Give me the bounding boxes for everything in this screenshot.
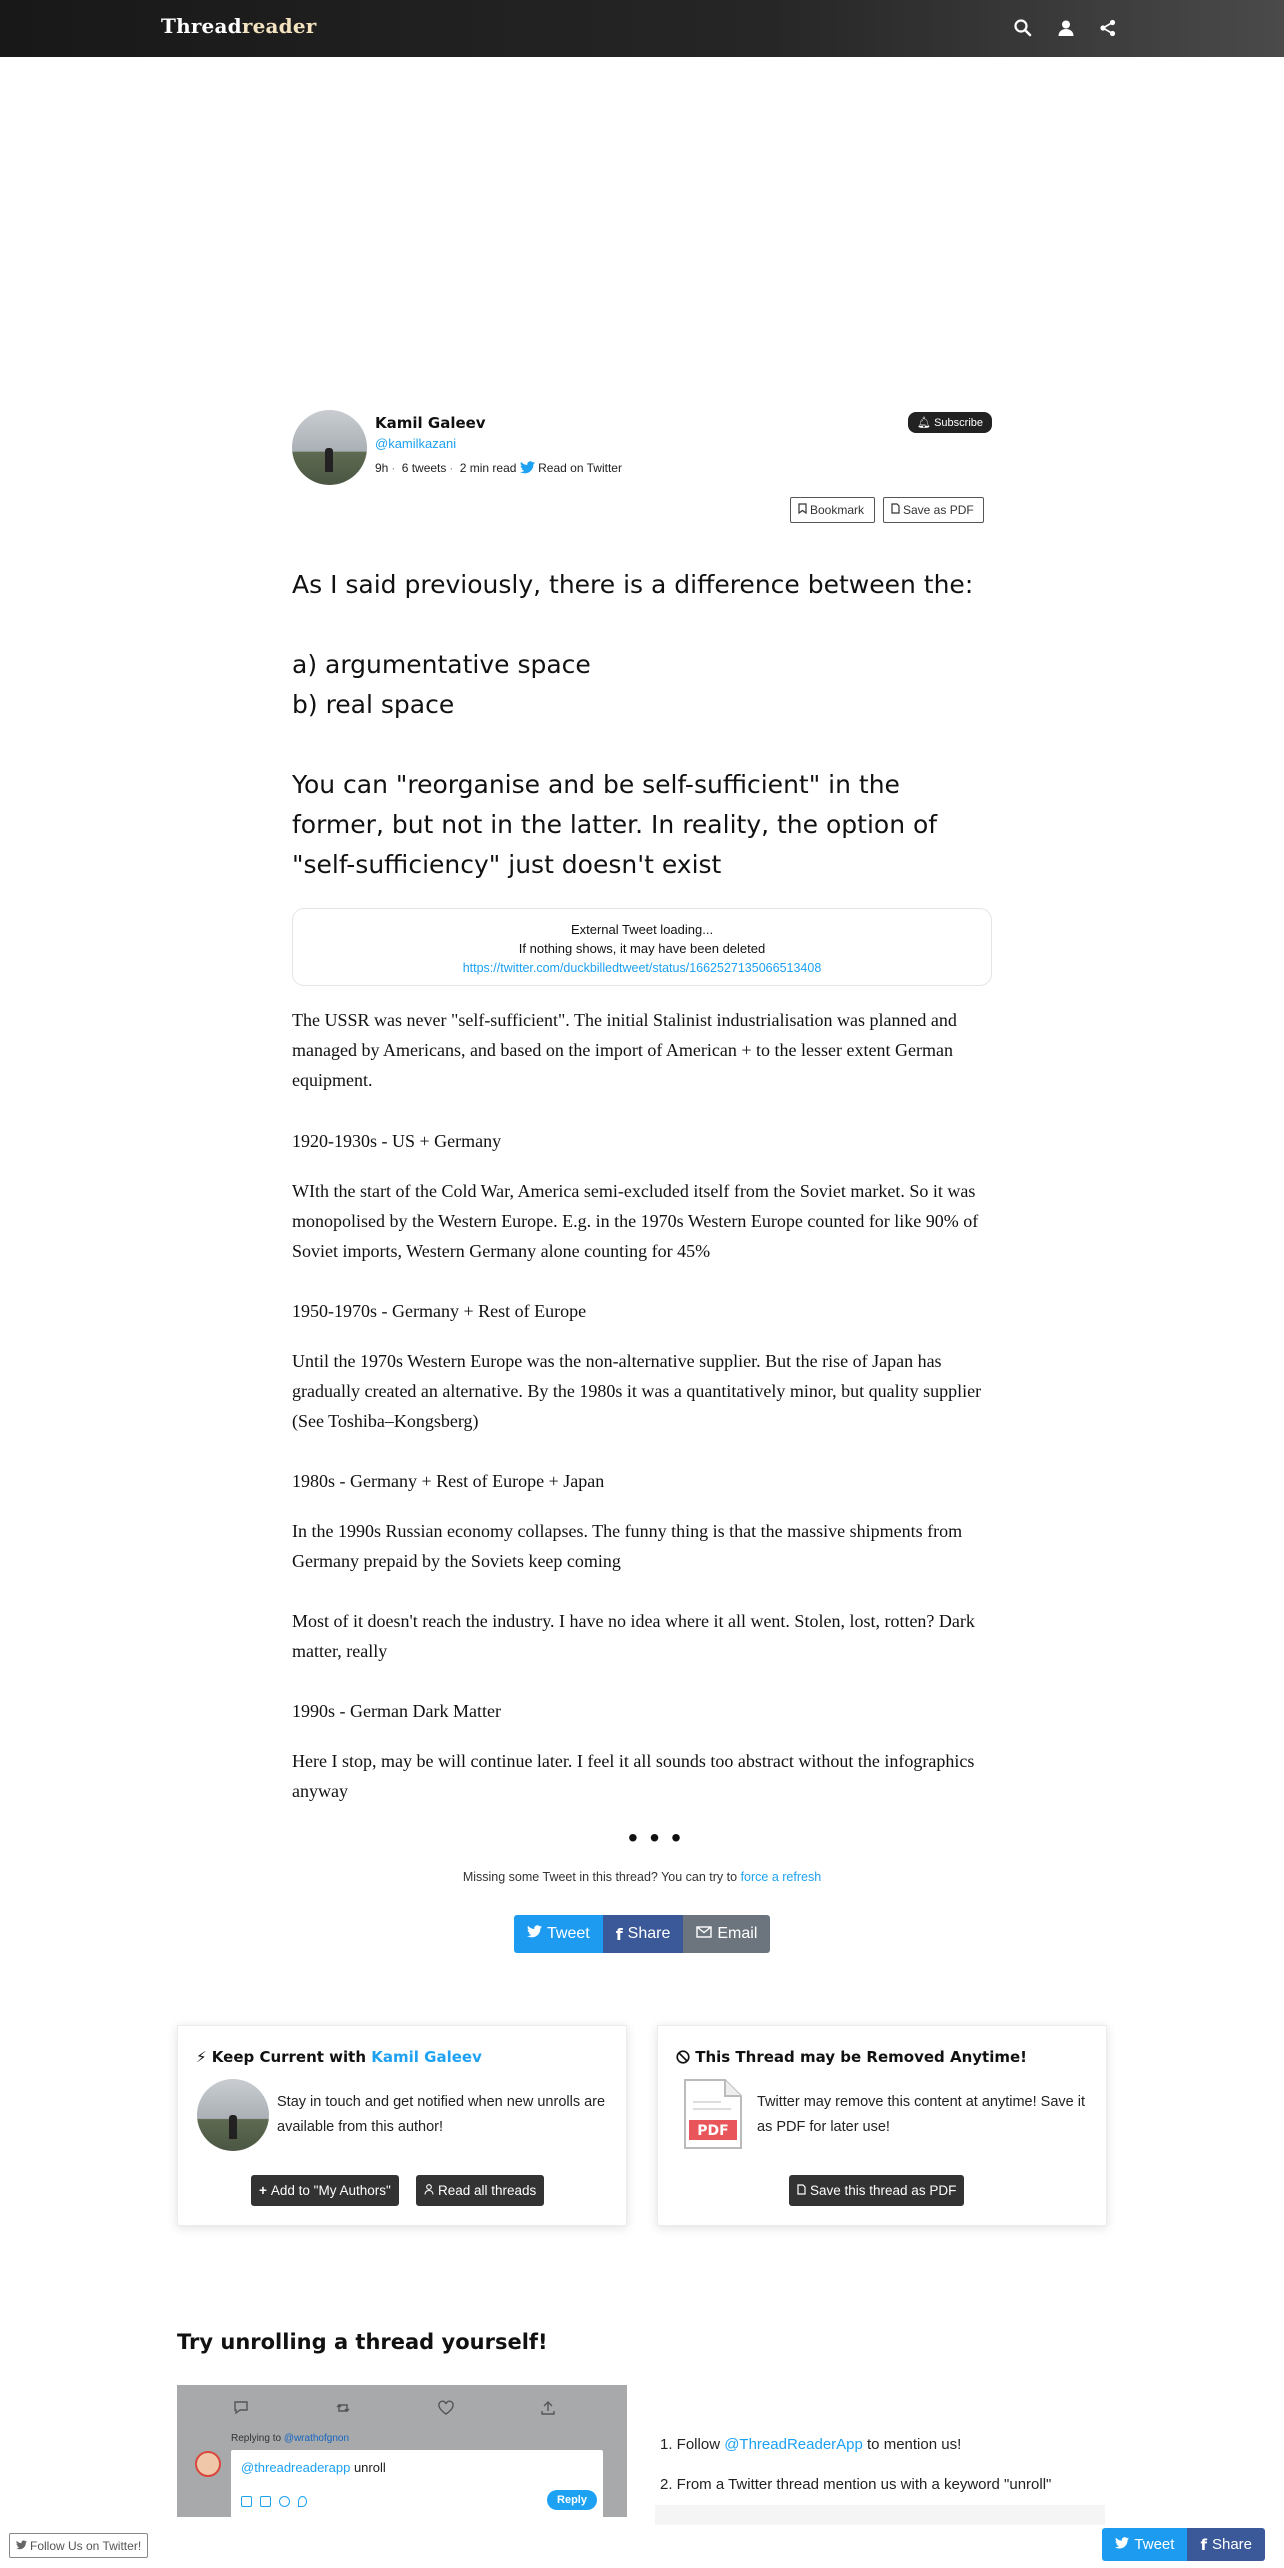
- removal-title-text: This Thread may be Removed Anytime!: [695, 2048, 1028, 2066]
- step-2: 2. From a Twitter thread mention us with a keyword "unroll": [660, 2476, 1052, 2493]
- missing-tweet-notice: [0, 1870, 1284, 1884]
- tweet-paragraph: The USSR was never "self-sufficient". The initial Stalinist industrialisation was planned and managed by Americans, and based on the import of American + to the lesser extent German equipment.: [292, 1010, 957, 1090]
- footer-tweet-button[interactable]: [1102, 2528, 1187, 2561]
- tweet-paragraph: In the 1990s Russian economy collapses. The funny thing is that the massive shipments from Germany prepaid by the Soviets keep coming: [292, 1521, 963, 1571]
- reply-compose-box: [231, 2450, 603, 2517]
- twitter-reply-mockup: [177, 2385, 627, 2517]
- ban-icon: [676, 2048, 690, 2066]
- follow-label: Follow Us on Twitter!: [30, 2538, 142, 2553]
- thread-end-dots: • • •: [628, 1822, 683, 1853]
- save-pdf-button[interactable]: [883, 497, 984, 523]
- plus-icon: +: [259, 2183, 267, 2198]
- twitter-bird-icon: [520, 461, 535, 477]
- share-icon[interactable]: [1098, 18, 1118, 38]
- share-label: Share: [627, 1925, 671, 1942]
- keep-current-prefix: Keep Current with: [211, 2048, 367, 2066]
- save-thread-pdf-button[interactable]: [789, 2175, 964, 2206]
- step-1-prefix: 1. Follow: [660, 2436, 721, 2453]
- removal-title: [676, 2048, 1027, 2066]
- bookmark-icon: [798, 503, 807, 517]
- lead-tweet: As I said previously, there is a difference between the: a) argumentative space b) real space You can "reorganise and be self-sufficient" in the former, but not in the latter. In reality, the option of "self-sufficiency" just doesn't exist: [292, 570, 974, 879]
- embed-deleted-text: If nothing shows, it may have been deleted: [518, 941, 766, 956]
- author-avatar-small: [197, 2079, 269, 2151]
- compose-text: [241, 2460, 386, 2475]
- unroll-steps: [660, 2425, 1051, 2505]
- pdf-badge-text: PDF: [697, 2123, 729, 2139]
- read-on-twitter-link[interactable]: Read on Twitter: [538, 461, 622, 475]
- bookmark-label: Bookmark: [810, 503, 865, 517]
- comment-icon: [232, 2399, 250, 2417]
- author-header: [292, 410, 992, 530]
- embed-loading-text: External Tweet loading...: [570, 922, 714, 937]
- footer-share-buttons: [1102, 2528, 1265, 2561]
- brand-logo[interactable]: [161, 14, 317, 38]
- user-icon[interactable]: [1056, 18, 1076, 38]
- footer-share-button[interactable]: [1187, 2528, 1265, 2561]
- external-tweet-embed: [292, 908, 992, 986]
- step-1: [660, 2425, 1051, 2465]
- file-pdf-icon: [891, 503, 900, 517]
- brand-main: Thread: [161, 14, 242, 38]
- retweet-icon: [334, 2399, 352, 2417]
- emoji-icon: [279, 2496, 290, 2507]
- step-1-suffix: to mention us!: [867, 2436, 962, 2453]
- share-buttons: [514, 1915, 770, 1953]
- twitter-icon: [1115, 2536, 1129, 2553]
- brand-accent: reader: [241, 14, 317, 38]
- embed-link[interactable]: https://twitter.com/duckbilledtweet/status/1662527135066513408: [462, 961, 822, 975]
- search-icon[interactable]: [1013, 18, 1033, 38]
- facebook-icon: f: [1200, 2535, 1207, 2554]
- tweet-paragraph: Most of it doesn't reach the industry. I have no idea where it all went. Stolen, lost, rotten? Dark matter, really: [292, 1611, 975, 1661]
- missing-text: Missing some Tweet in this thread? You can try to: [462, 1870, 738, 1884]
- facebook-icon: f: [615, 1924, 623, 1944]
- author-avatar[interactable]: [292, 410, 367, 485]
- tweet-share-button[interactable]: [514, 1915, 603, 1953]
- bolt-icon: ⚡︎: [196, 2048, 207, 2066]
- removal-warning-card: [657, 2025, 1107, 2226]
- keep-current-author-link[interactable]: Kamil Galeev: [371, 2048, 482, 2066]
- add-to-my-authors-button[interactable]: [251, 2175, 399, 2206]
- read-time: 2 min read: [459, 461, 517, 475]
- removal-text: Twitter may remove this content at anytime! Save it as PDF for later use!: [757, 2094, 1085, 2135]
- threadreaderapp-link[interactable]: @ThreadReaderApp: [724, 2436, 863, 2453]
- upload-icon: [539, 2399, 557, 2417]
- compose-handle: @threadreaderapp: [241, 2460, 351, 2475]
- user-icon: [424, 2183, 434, 2198]
- replying-to-label: Replying to: [231, 2433, 282, 2444]
- save-thread-pdf-label: Save this thread as PDF: [810, 2183, 957, 2198]
- compose-toolbar: [241, 2496, 307, 2507]
- envelope-icon: [696, 1925, 712, 1943]
- email-share-button[interactable]: [683, 1915, 770, 1953]
- keep-current-text: Stay in touch and get notified when new unrolls are available from this author!: [277, 2094, 606, 2135]
- thread-meta: 9h · 6 tweets · 2 min read Read on Twitter: [375, 461, 622, 475]
- read-all-threads-button[interactable]: [416, 2175, 544, 2206]
- tweet-paragraph: Until the 1970s Western Europe was the non-alternative supplier. But the rise of Japan has gradually created an alternative. By the 1980s it was a quantitatively minor, but quality supplier (See Toshiba–Kongsberg): [292, 1351, 982, 1431]
- keep-current-title: [196, 2048, 482, 2066]
- tweet-paragraph: 1990s - German Dark Matter: [292, 1701, 501, 1721]
- footer-tweet-label: Tweet: [1134, 2536, 1175, 2553]
- twitter-icon: [527, 1925, 542, 1943]
- user-avatar: [195, 2451, 221, 2477]
- image-icon: [241, 2496, 252, 2507]
- compose-word: unroll: [353, 2460, 386, 2475]
- add-author-label: Add to "My Authors": [270, 2183, 391, 2198]
- facebook-share-button[interactable]: [603, 1915, 684, 1953]
- tweet-paragraph: Here I stop, may be will continue later. I feel it all sounds too abstract without the infographics anyway: [292, 1751, 975, 1801]
- replying-to: [231, 2433, 349, 2444]
- tweet-paragraph: 1950-1970s - Germany + Rest of Europe: [292, 1301, 587, 1321]
- top-navbar: [0, 0, 1284, 57]
- follow-us-button[interactable]: [9, 2533, 148, 2558]
- heart-icon: [437, 2399, 455, 2417]
- file-pdf-icon: [797, 2183, 806, 2198]
- read-all-label: Read all threads: [438, 2183, 537, 2198]
- save-pdf-label: Save as PDF: [903, 503, 974, 517]
- tweet-paragraph: 1920-1930s - US + Germany: [292, 1131, 502, 1151]
- subscribe-button[interactable]: [908, 412, 992, 433]
- replying-to-handle: @wrathofgnon: [283, 2433, 350, 2444]
- tweet-paragraph: WIth the start of the Cold War, America semi-excluded itself from the Soviet market. So it was monopolised by the Western Europe. E.g. in the 1970s Western Europe counted for like 90% of Soviet imports, Western Germany alone counting for 45%: [292, 1181, 979, 1261]
- steps-fade: [655, 2505, 1105, 2525]
- gif-icon: [260, 2496, 271, 2507]
- subscribe-label: Subscribe: [934, 417, 983, 429]
- try-unrolling-heading: Try unrolling a thread yourself!: [177, 2330, 548, 2354]
- location-icon: [298, 2496, 307, 2507]
- thread-age: 9h: [375, 461, 389, 475]
- twitter-icon: [16, 2539, 27, 2553]
- author-name[interactable]: Kamil Galeev: [375, 414, 486, 432]
- bookmark-button[interactable]: [790, 497, 875, 523]
- footer-share-label: Share: [1211, 2536, 1252, 2553]
- email-label: Email: [717, 1925, 758, 1942]
- reply-button: Reply: [547, 2490, 597, 2510]
- tweet-count: 6 tweets: [401, 461, 447, 475]
- force-refresh-link[interactable]: force a refresh: [740, 1870, 822, 1884]
- author-handle[interactable]: @kamilkazani: [375, 436, 457, 451]
- keep-current-card: [177, 2025, 627, 2226]
- pdf-file-icon: [683, 2078, 743, 2150]
- tweet-label: Tweet: [547, 1925, 590, 1942]
- tweet-paragraph: 1980s - Germany + Rest of Europe + Japan: [292, 1471, 605, 1491]
- bell-icon: 🔔︎: [917, 417, 932, 429]
